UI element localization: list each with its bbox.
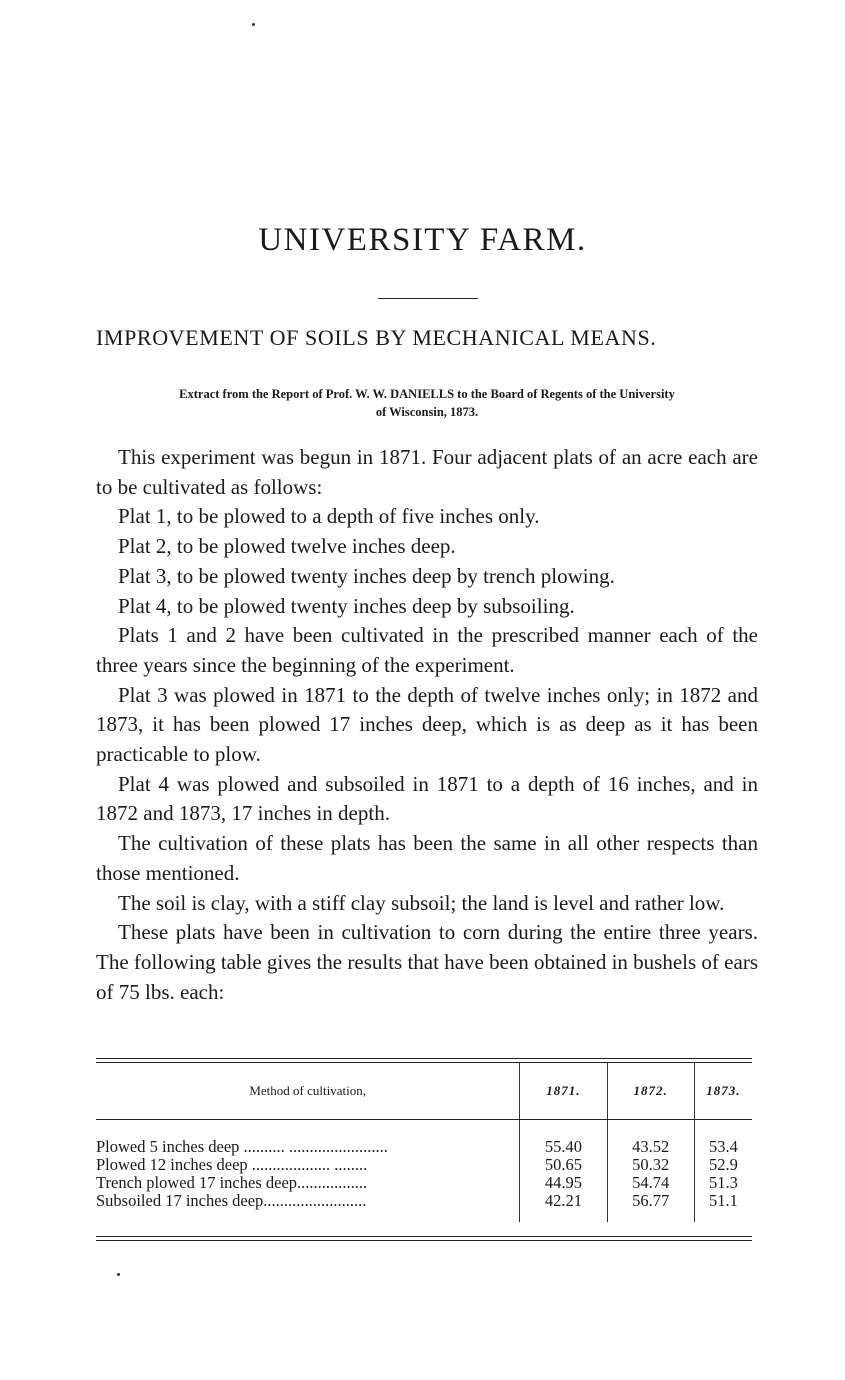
table-row xyxy=(96,1120,752,1157)
speck xyxy=(252,23,255,26)
paragraph: Plat 4, to be plowed twenty inches deep by subsoiling. xyxy=(118,593,575,618)
paragraph: Plat 1, to be plowed to a depth of five inches only. xyxy=(118,504,540,529)
title-rule xyxy=(378,298,478,299)
value-cell: 52.9 xyxy=(694,1156,752,1174)
table-row xyxy=(96,1192,752,1222)
col-header-1871: 1871. xyxy=(520,1063,607,1120)
body-text xyxy=(96,443,758,1007)
section-heading: IMPROVEMENT OF SOILS BY MECHANICAL MEANS. xyxy=(96,325,657,350)
method-cell: Subsoiled 17 inches deep......................... xyxy=(96,1192,367,1210)
paragraph: Plat 2, to be plowed twelve inches deep. xyxy=(118,534,456,559)
col-header-method: Method of cultivation, xyxy=(96,1063,520,1120)
extract-note xyxy=(96,385,758,421)
value-cell: 50.32 xyxy=(607,1156,694,1174)
value-cell: 55.40 xyxy=(520,1120,607,1157)
method-cell: Plowed 5 inches deep .......... ........................ xyxy=(96,1137,388,1156)
col-header-1872: 1872. xyxy=(607,1063,694,1120)
table-header-row xyxy=(96,1063,752,1120)
table-row xyxy=(96,1156,752,1174)
paragraph: Plat 4 was plowed and subsoiled in 1871 to a depth of 16 inches, and in 1872 and 1873, 17 inches in depth. xyxy=(96,771,758,826)
value-cell: 53.4 xyxy=(694,1120,752,1157)
method-cell: Plowed 12 inches deep ................... ........ xyxy=(96,1156,368,1174)
paragraph: Plats 1 and 2 have been cultivated in the prescribed manner each of the three years since the beginning of the experiment. xyxy=(96,623,758,677)
page-title: UNIVERSITY FARM. xyxy=(258,222,587,258)
col-header-1873: 1873. xyxy=(694,1063,752,1120)
table-bottom-rule xyxy=(96,1236,752,1241)
speck xyxy=(117,1273,120,1276)
method-cell: Trench plowed 17 inches deep................. xyxy=(96,1174,368,1192)
paragraph: These plats have been in cultivation to corn during the entire three years. The following table gives the results that have been obtained in bushels of ears of 75 lbs. each: xyxy=(96,920,758,1004)
value-cell: 51.1 xyxy=(694,1192,752,1222)
results-table xyxy=(96,1058,752,1241)
paragraph: The soil is clay, with a stiff clay subsoil; the land is level and rather low. xyxy=(118,890,725,915)
paragraph: This experiment was begun in 1871. Four adjacent plats of an acre each are to be cultivated as follows: xyxy=(96,445,758,499)
paragraph: Plat 3, to be plowed twenty inches deep by trench plowing. xyxy=(118,563,615,588)
value-cell: 54.74 xyxy=(607,1174,694,1192)
value-cell: 43.52 xyxy=(607,1120,694,1157)
value-cell: 50.65 xyxy=(520,1156,607,1174)
extract-line-2: of Wisconsin, 1873. xyxy=(375,405,479,419)
value-cell: 42.21 xyxy=(520,1192,607,1222)
paragraph: Plat 3 was plowed in 1871 to the depth of twelve inches only; in 1872 and 1873, it has been plowed 17 inches deep, which is as deep as it has been practicable to plow. xyxy=(96,682,758,767)
value-cell: 44.95 xyxy=(520,1174,607,1192)
value-cell: 51.3 xyxy=(694,1174,752,1192)
extract-line-1: Extract from the Report of Prof. W. W. DANIELLS to the Board of Regents of the University xyxy=(179,387,675,401)
paragraph: The cultivation of these plats has been the same in all other respects than those mentioned. xyxy=(96,831,758,885)
table-row xyxy=(96,1174,752,1192)
value-cell: 56.77 xyxy=(607,1192,694,1222)
